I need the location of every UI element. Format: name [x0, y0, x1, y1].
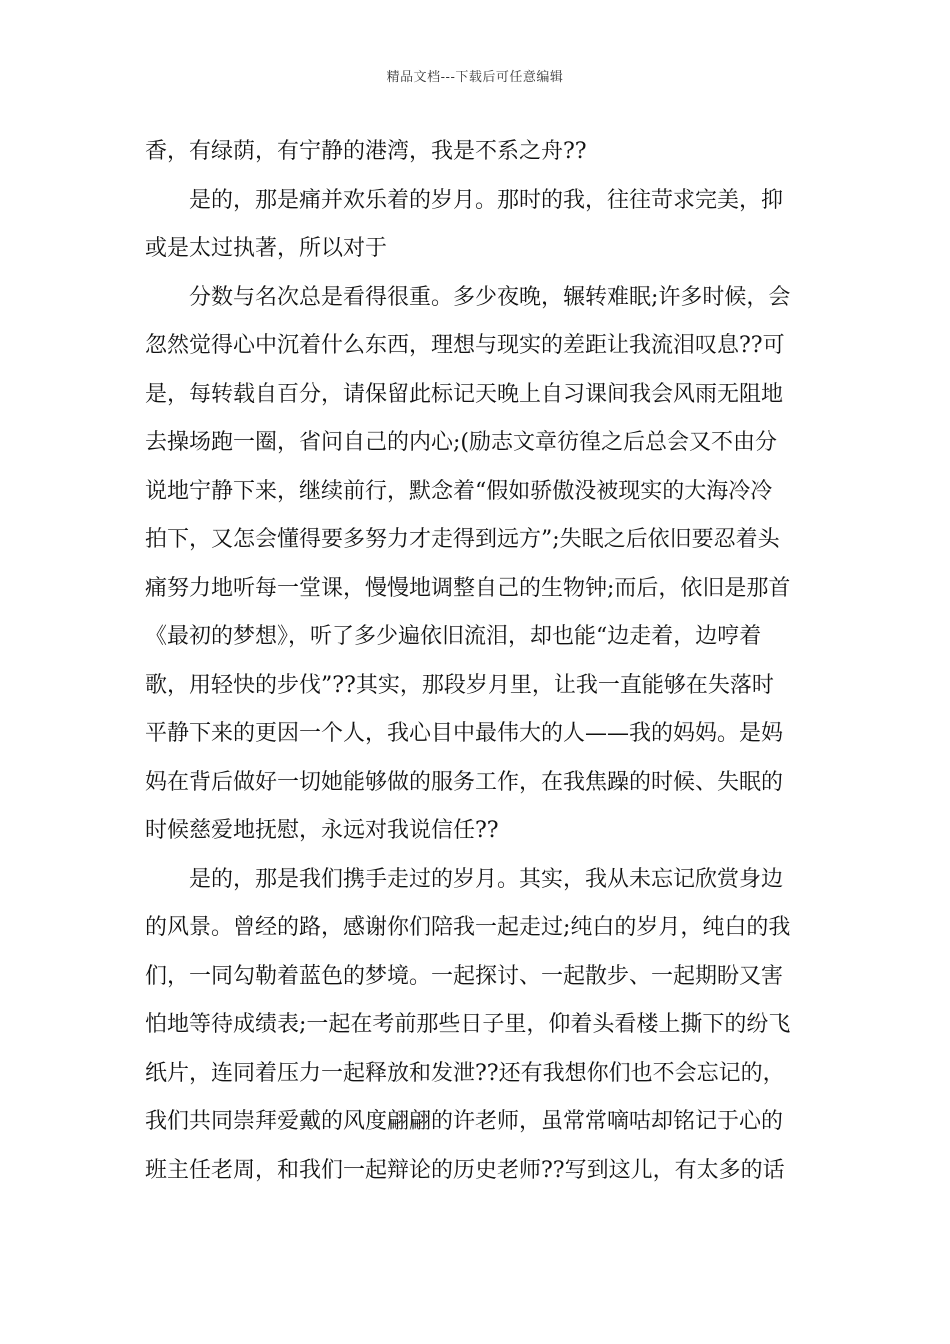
text-line: 拍下，又怎会懂得要多努力才走得到远方”;失眠之后依旧要忍着头	[145, 527, 780, 552]
text-line: 歌，用轻快的步伐”??其实，那段岁月里，让我一直能够在失落时	[145, 672, 774, 698]
text-line: 怕地等待成绩表;一起在考前那些日子里，仰着头看楼上撕下的纷飞	[145, 1012, 791, 1037]
text-line: 或是太过执著，所以对于	[145, 236, 388, 261]
text-line: 妈在背后做好一切她能够做的服务工作，在我焦躁的时候、失眠的	[145, 769, 784, 795]
text-line: 纸片，连同着压力一起释放和发泄??还有我想你们也不会忘记的，	[145, 1060, 785, 1086]
text-line: 忽然觉得心中沉着什么东西，理想与现实的差距让我流泪叹息??可	[145, 333, 785, 358]
text-line: 痛努力地听每一堂课，慢慢地调整自己的生物钟;而后，依旧是那首	[145, 575, 791, 601]
text-line: 的风景。曾经的路，感谢你们陪我一起走过;纯白的岁月，纯白的我	[145, 915, 791, 940]
text-line: 是，每转载自百分，请保留此标记天晚上自习课间我会风雨无阻地	[145, 381, 784, 407]
page-header: 精品文档---下载后可任意编辑	[386, 70, 564, 85]
text-line: 分数与名次总是看得很重。多少夜晚，辗转难眠;许多时候，会	[189, 284, 791, 310]
text-line: 我们共同崇拜爱戴的风度翩翩的许老师，虽常常嘀咕却铭记于心的	[145, 1109, 784, 1134]
text-line: 们，一同勾勒着蓝色的梦境。一起探讨、一起散步、一起期盼又害	[145, 963, 784, 989]
text-line: 说地宁静下来，继续前行，默念着“假如骄傲没被现实的大海冷冷	[145, 478, 773, 504]
text-line: 香，有绿荫，有宁静的港湾，我是不系之舟??	[145, 139, 587, 164]
text-line: 班主任老周，和我们一起辩论的历史老师??写到这儿，有太多的话	[145, 1157, 785, 1183]
text-line: 平静下来的更因一个人，我心目中最伟大的人——我的妈妈。是妈	[145, 721, 784, 746]
text-line: 去操场跑一圈，省问自己的内心;(励志文章彷徨之后总会又不由分	[145, 430, 777, 455]
text-line: 时候慈爱地抚慰，永远对我说信任??	[145, 818, 499, 843]
text-line: 《最初的梦想》，听了多少遍依旧流泪，却也能“边走着，边哼着	[145, 624, 762, 649]
text-line: 是的，那是我们携手走过的岁月。其实，我从未忘记欣赏身边	[189, 866, 784, 892]
text-line: 是的，那是痛并欢乐着的岁月。那时的我，往往苛求完美，抑	[189, 187, 784, 213]
body-text	[145, 128, 810, 1195]
